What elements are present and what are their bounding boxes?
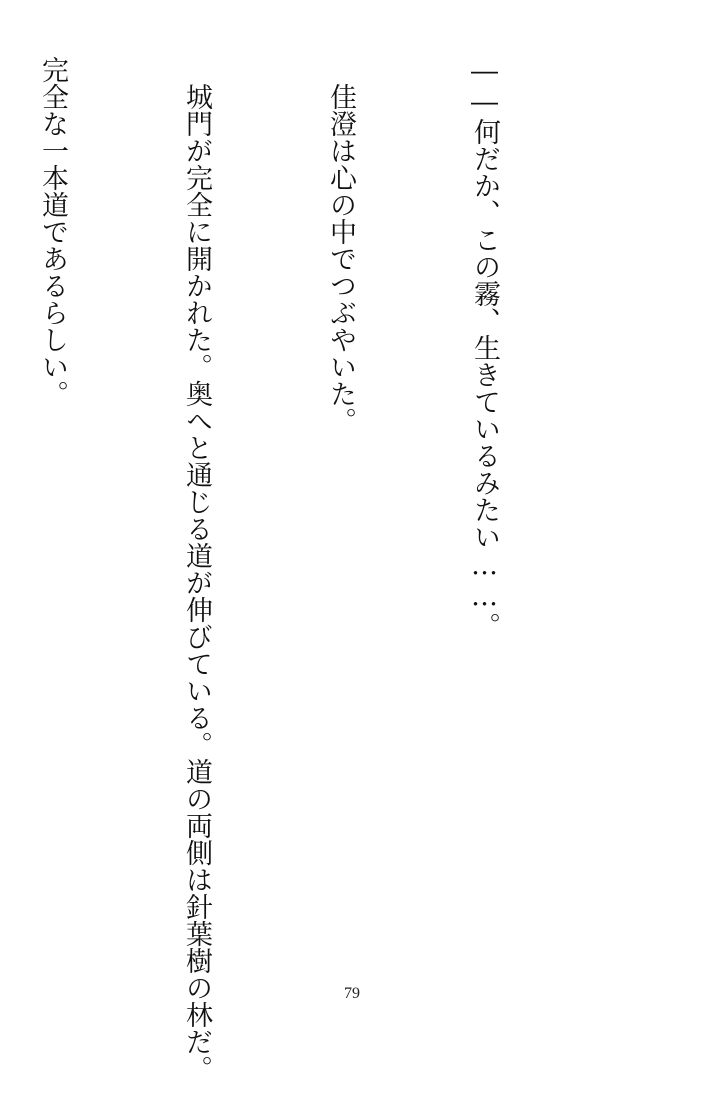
text-line: 佳澄は心の中でつぶやいた。 <box>325 56 356 434</box>
text-line: ――何だか、この霧、生きているみたい……。 <box>469 56 500 639</box>
text-line: 完全な一本道であるらしい。 <box>37 56 68 407</box>
text-line: 城門が完全に開かれた。奥へと通じる道が伸びている。道の両側は針葉樹の林だ。 <box>181 56 212 1082</box>
page-number: 79 <box>344 985 360 1002</box>
